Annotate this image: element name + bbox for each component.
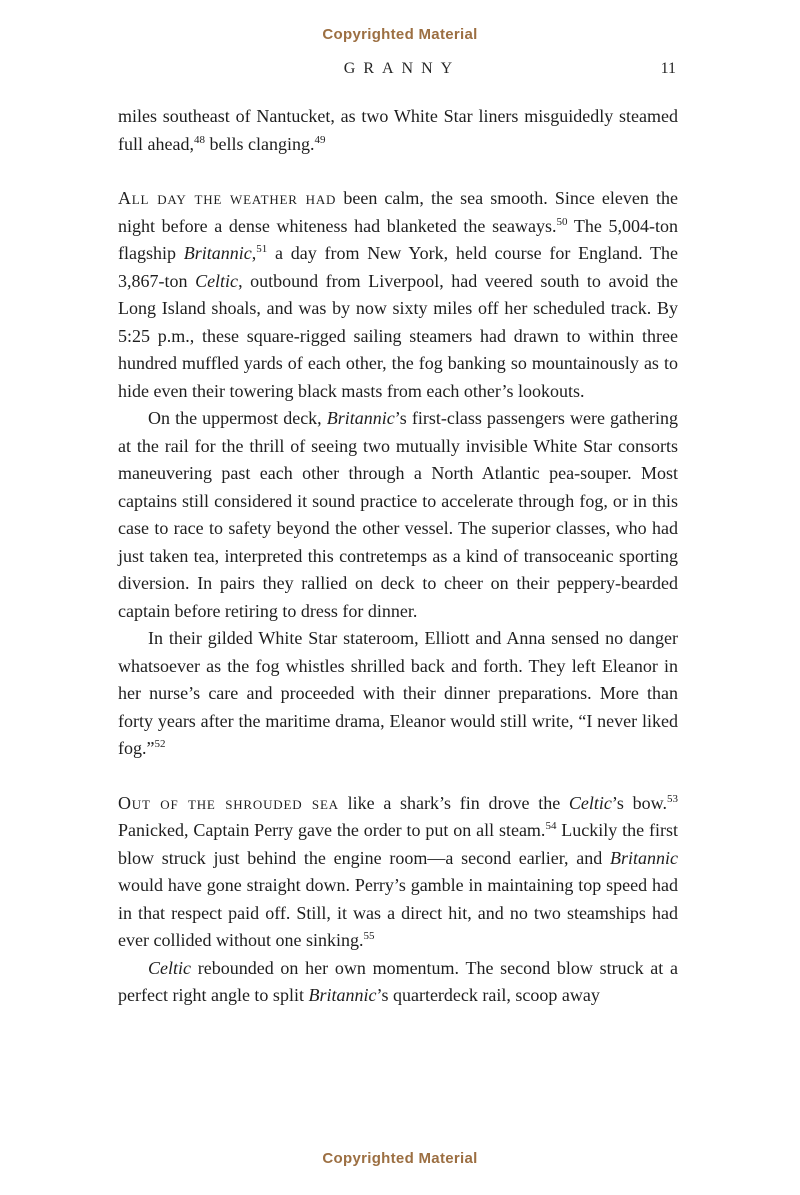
page-number: 11 — [660, 60, 676, 77]
paragraph — [118, 103, 678, 158]
text-run: The 5,004-ton flagship — [118, 215, 678, 263]
small-caps-opener: All day the weather had — [118, 188, 337, 208]
paragraph — [118, 185, 678, 405]
text-run: On the uppermost deck, — [148, 408, 327, 428]
page-header — [118, 60, 678, 82]
text-run: ’s quarterdeck rail, scoop away — [376, 985, 600, 1005]
text-run: Luckily the first blow struck just behind the engine room—a second earlier, and — [118, 820, 678, 868]
footnote-marker: 53 — [667, 792, 678, 805]
text-run: been calm, the sea smooth. Since eleven the night before a dense whiteness had blanketed the seaways. — [118, 188, 678, 236]
text-run: would have gone straight down. Perry’s gamble in maintaining top speed had in that respect paid off. Still, it was a direct hit, and no two steamships had ever collided without one sinking. — [118, 875, 678, 950]
text-run: , outbound from Liverpool, had veered south to avoid the Long Island shoals, and was by now sixty miles off her scheduled track. By 5:25 p.m., these square-rigged sailing steamers had drawn to within three hundred muffled yards of each other, the fog banking so mountainously as to hide even their towering black masts from each other’s lookouts. — [118, 270, 678, 401]
footnote-marker: 52 — [154, 738, 166, 750]
text-run: ’s first-class passengers were gathering at the rail for the thrill of seeing two mutually invisible White Star consorts maneuvering past each other through a North Atlantic pea-souper. Most captains still considered it sound practice to accelerate through fog, or in this case to race to safety beyond the other vessel. The superior classes, who had just taken tea, interpreted this contretemps as a kind of transoceanic sporting diversion. In pairs they rallied on deck to cheer on their peppery-bearded captain before retiring to dress for dinner. — [118, 408, 678, 621]
footnote-marker: 54 — [545, 820, 557, 832]
footnote-marker: 51 — [256, 243, 268, 255]
text-run: , — [251, 243, 257, 263]
paragraph — [118, 625, 678, 763]
text-run: In their gilded White Star stateroom, Elliott and Anna sensed no danger whatsoever as the fog whistles shrilled back and forth. They left Eleanor in her nurse’s care and proceeded with their dinner preparations. More than forty years after the maritime drama, Eleanor would still write, “I never liked fog.” — [118, 628, 678, 758]
footnote-marker: 50 — [556, 215, 568, 228]
copyright-watermark-bottom: Copyrighted Material — [322, 1150, 478, 1167]
ship-name: Britannic — [326, 408, 395, 428]
paragraph — [118, 790, 678, 955]
text-run: rebounded on her own momentum. The second blow struck at a perfect right angle to split — [118, 957, 678, 1005]
text-run: like a shark’s fin drove the — [338, 792, 569, 813]
ship-name: Celtic — [568, 792, 612, 813]
ship-name: Celtic — [148, 957, 191, 978]
text-run: bells clanging. — [204, 133, 315, 154]
paragraph — [118, 405, 678, 625]
ship-name: Britannic — [183, 243, 252, 263]
text-run: Panicked, Captain Perry gave the order to put on all steam. — [118, 820, 546, 840]
paragraph — [118, 955, 678, 1010]
ship-name: Britannic — [610, 847, 678, 868]
footnote-marker: 55 — [363, 930, 375, 942]
chapter-title: GRANNY — [343, 60, 461, 77]
text-run: a day from New York, held course for England. The 3,867-ton — [118, 243, 678, 291]
footnote-marker: 49 — [314, 133, 326, 146]
footnote-marker: 48 — [193, 133, 205, 146]
text-run: miles southeast of Nantucket, as two White Star liners misguidedly steamed full ahead, — [118, 106, 678, 154]
ship-name: Britannic — [308, 985, 377, 1005]
body-text — [118, 103, 678, 1010]
small-caps-opener: Out of the shrouded sea — [118, 792, 339, 813]
text-run: ’s bow. — [611, 792, 667, 813]
ship-name: Celtic — [195, 270, 239, 291]
copyright-watermark-top: Copyrighted Material — [322, 26, 478, 43]
